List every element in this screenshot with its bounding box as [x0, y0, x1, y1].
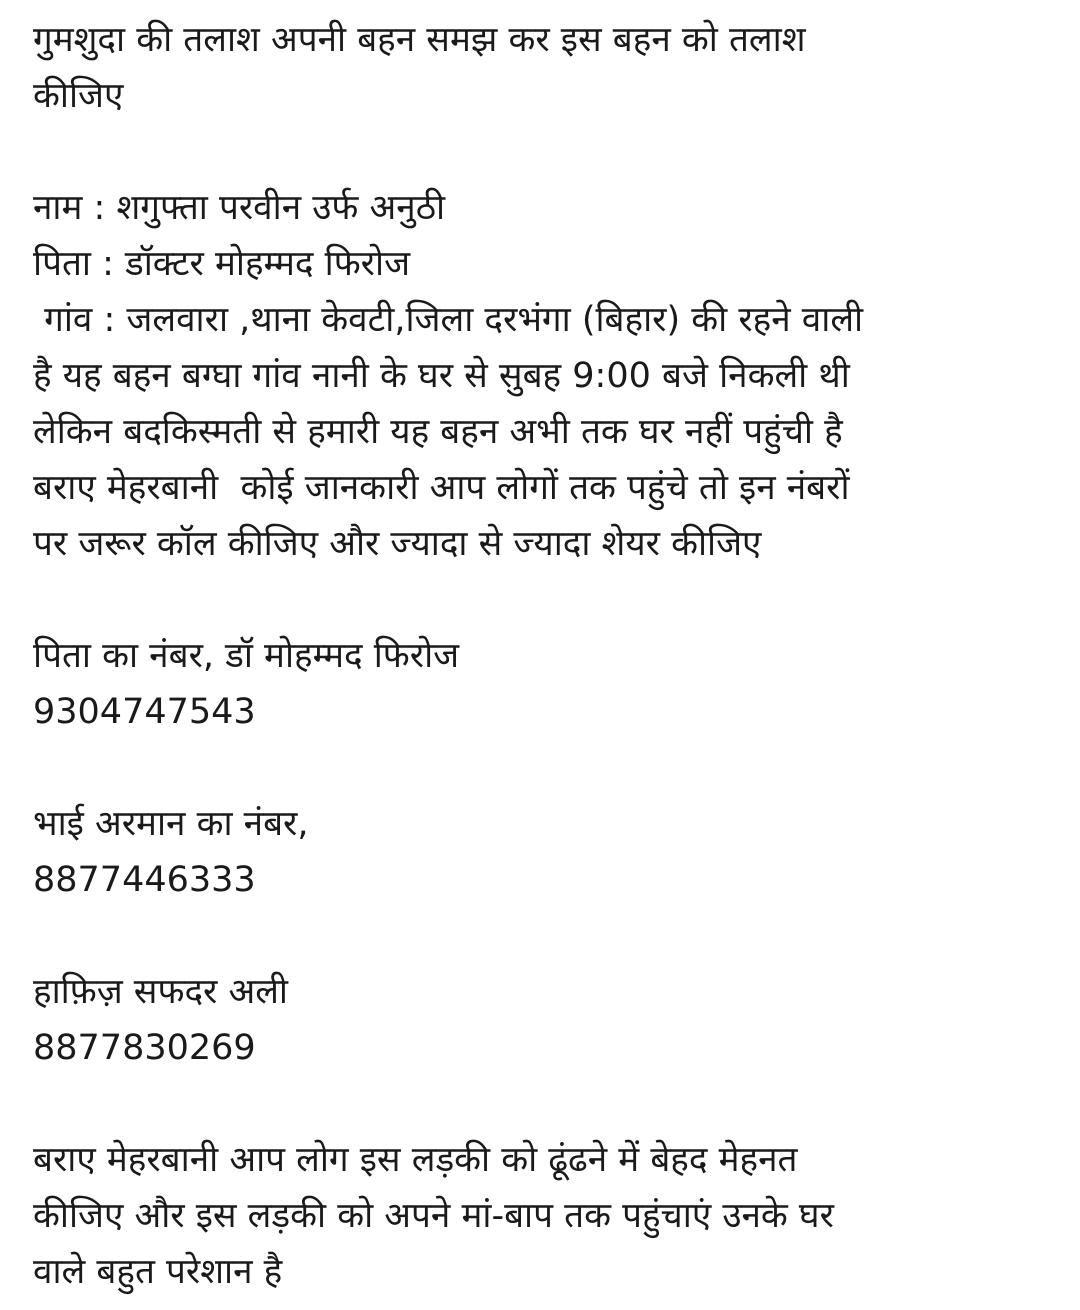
name-line: नाम : शगुफ्ता परवीन उर्फ अनुठी — [33, 188, 446, 228]
message-text — [33, 12, 1043, 1300]
details-line: लेकिन बदकिस्मती से हमारी यह बहन अभी तक घर नहीं पहुंची है — [33, 412, 843, 452]
blank-line — [33, 740, 1043, 796]
details-line: बराए मेहरबानी कोई जानकारी आप लोगों तक पहुंचे तो इन नंबरों — [33, 468, 850, 508]
heading-line-2: कीजिए — [33, 76, 124, 116]
contact-number-hafiz: 8877830269 — [33, 1028, 256, 1068]
closing-line: वाले बहुत परेशान है — [33, 1252, 283, 1292]
contact-label-brother: भाई अरमान का नंबर, — [33, 804, 309, 844]
blank-line — [33, 572, 1043, 628]
contact-label-father: पिता का नंबर, डॉ मोहम्मद फिरोज — [33, 636, 460, 676]
details-line: पर जरूर कॉल कीजिए और ज्यादा से ज्यादा शेयर कीजिए — [33, 524, 762, 564]
village-line: गांव : जलवारा ,थाना केवटी,जिला दरभंगा (बिहार) की रहने वाली — [33, 300, 864, 340]
contact-number-father: 9304747543 — [33, 692, 256, 732]
father-line: पिता : डॉक्टर मोहम्मद फिरोज — [33, 244, 411, 284]
heading-line-1: गुमशुदा की तलाश अपनी बहन समझ कर इस बहन को तलाश — [33, 20, 806, 60]
contact-label-hafiz: हाफ़िज़ सफदर अली — [33, 972, 289, 1012]
closing-line: कीजिए और इस लड़की को अपने मां-बाप तक पहुंचाएं उनके घर — [33, 1196, 834, 1236]
details-line: है यह बहन बग्घा गांव नानी के घर से सुबह 9:00 बजे निकली थी — [33, 356, 850, 396]
blank-line — [33, 908, 1043, 964]
contact-number-brother: 8877446333 — [33, 860, 256, 900]
blank-line — [33, 1076, 1043, 1132]
closing-line: बराए मेहरबानी आप लोग इस लड़की को ढूंढने में बेहद मेहनत — [33, 1140, 798, 1180]
blank-line — [33, 124, 1043, 180]
